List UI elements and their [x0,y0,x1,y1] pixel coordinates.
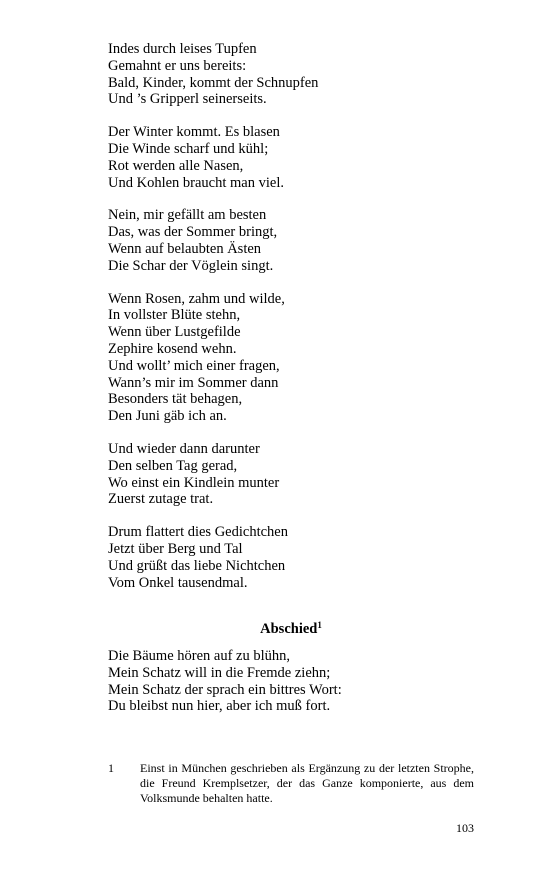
verse-line: Und ’s Gripperl seinerseits. [108,91,267,108]
verse-line: Du bleibst nun hier, aber ich muß fort. [108,698,331,715]
verse-line: Drum flattert dies Gedichtchen [108,524,288,541]
verse-line: Den selben Tag gerad, [108,457,238,474]
verse-line: Zuerst zutage trat. [108,491,214,508]
poem-title-text: Abschied [260,621,318,637]
verse-line: Bald, Kinder, kommt der Schnupfen [108,74,319,91]
footnote-number: 1 [108,761,114,775]
verse-line: Der Winter kommt. Es blasen [108,124,280,141]
verse-line: In vollster Blüte stehn, [108,307,241,324]
verse-line: Zephire kosend wehn. [108,340,237,357]
verse-line: Nein, mir gefällt am besten [108,207,267,224]
verse-line: Die Winde scharf und kühl; [108,140,269,157]
stanza [108,291,488,425]
verse-line: Das, was der Sommer bringt, [108,224,278,241]
verse-line: Wo einst ein Kindlein munter [108,474,280,491]
verse-line: Indes durch leises Tupfen [108,41,257,57]
stanza [108,441,488,508]
verse-line: Und wieder dann darunter [108,440,260,457]
stanza [108,41,488,108]
stanza [108,124,488,191]
verse-line: Und Kohlen braucht man viel. [108,174,284,191]
footnote-text: Einst in München geschrieben als Ergänzung zu der letzten Strophe, die Freund Kremplsetzer, der das Ganze komponierte, aus dem Volksmunde behalten hatte. [140,761,474,805]
verse-line: Wenn Rosen, zahm und wilde, [108,290,285,307]
verse-line: Jetzt über Berg und Tal [108,540,243,557]
poem-abschied [108,648,488,715]
verse-line: Mein Schatz will in die Fremde ziehn; [108,664,331,681]
verse-line: Rot werden alle Nasen, [108,157,244,174]
verse-line: Die Bäume hören auf zu blühn, [108,648,291,664]
verse-line: Wenn über Lustgefilde [108,324,241,341]
stanza [108,524,488,591]
verse-line: Wann’s mir im Sommer dann [108,374,279,391]
stanza [108,207,488,274]
poem-continuation [108,41,488,607]
verse-line: Die Schar der Vöglein singt. [108,257,274,274]
poem-title [108,621,474,638]
page-number: 103 [456,821,474,835]
verse-line: Besonders tät behagen, [108,391,243,408]
verse-line: Gemahnt er uns bereits: [108,57,247,74]
verse-line: Und grüßt das liebe Nichtchen [108,557,286,574]
footnote [108,761,474,806]
verse-line: Mein Schatz der sprach ein bittres Wort: [108,681,342,698]
verse-line: Und wollt’ mich einer fragen, [108,357,280,374]
footnote-reference[interactable]: 1 [317,620,322,630]
verse-line: Vom Onkel tausendmal. [108,574,248,591]
verse-line: Wenn auf belaubten Ästen [108,240,262,257]
verse-line: Den Juni gäb ich an. [108,408,227,425]
